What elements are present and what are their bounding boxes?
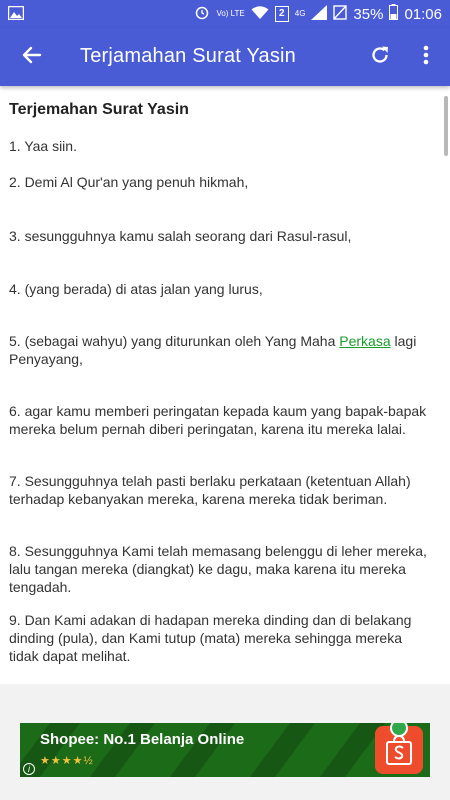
content-scroll-area[interactable] [0,86,450,684]
verse-5-text-start: 5. (sebagai wahyu) yang diturunkan oleh Yang Maha [9,333,340,349]
ad-rating-stars: ★★★★½ [40,755,94,767]
verse-1: 1. Yaa siin. [9,138,77,154]
sim-indicator: 2 [275,6,289,22]
network-type-label: 4G [294,9,306,18]
status-bar [0,0,450,28]
scrollbar-thumb[interactable] [444,96,448,156]
verse-7: 7. Sesungguhnya telah pasti berlaku perkataan (ketentuan Allah) terhadap kebanyakan mereka, karena mereka tidak beriman. [9,473,411,507]
back-button[interactable] [16,41,48,73]
signal-icon [311,5,327,24]
perkasa-link[interactable]: Perkasa [339,333,391,349]
refresh-button[interactable] [364,41,396,73]
refresh-icon [370,45,390,70]
volte-label: Vo) LTE [216,9,245,18]
battery-icon [389,4,398,24]
app-bar [0,28,450,86]
clock: 01:06 [404,5,442,23]
ad-info-icon[interactable]: i [23,763,35,775]
overflow-menu-button[interactable] [410,41,442,73]
mute-icon [333,5,347,24]
arrow-back-icon [22,45,42,70]
verse-5-text-end: lagi Penyayang, [9,333,417,367]
shopee-ad-banner[interactable] [20,723,430,777]
more-vert-icon [423,45,429,70]
ad-title: Shopee: No.1 Belanja Online [40,731,245,748]
verse-9: 9. Dan Kami adakan di hadapan mereka dinding dan di belakang dinding (pula), dan Kami tutup (mata) mereka sehingga mereka tidak dapat melihat. [9,612,412,664]
verse-6: 6. agar kamu memberi peringatan kepada kaum yang bapak-bapak mereka belum pernah diberi peringatan, karena itu mereka lalai. [9,403,427,437]
verse-3: 3. sesungguhnya kamu salah seorang dari Rasul-rasul, [9,228,352,244]
verse-2: 2. Demi Al Qur'an yang penuh hikmah, [9,174,249,190]
wifi-icon [251,5,269,24]
battery-percent: 35% [353,5,384,23]
verse-8: 8. Sesungguhnya Kami telah memasang belenggu di leher mereka, lalu tangan mereka (diangkat) ke dagu, maka karena itu mereka tengadah. [9,543,427,595]
ad-container [0,684,450,800]
app-title: Terjamahan Surat Yasin [80,45,297,67]
image-notification-icon [8,6,24,20]
verse-4: 4. (yang berada) di atas jalan yang lurus, [9,281,263,297]
verse-5 [9,332,434,368]
content-heading: Terjemahan Surat Yasin [9,101,189,118]
alarm-icon [194,4,210,24]
